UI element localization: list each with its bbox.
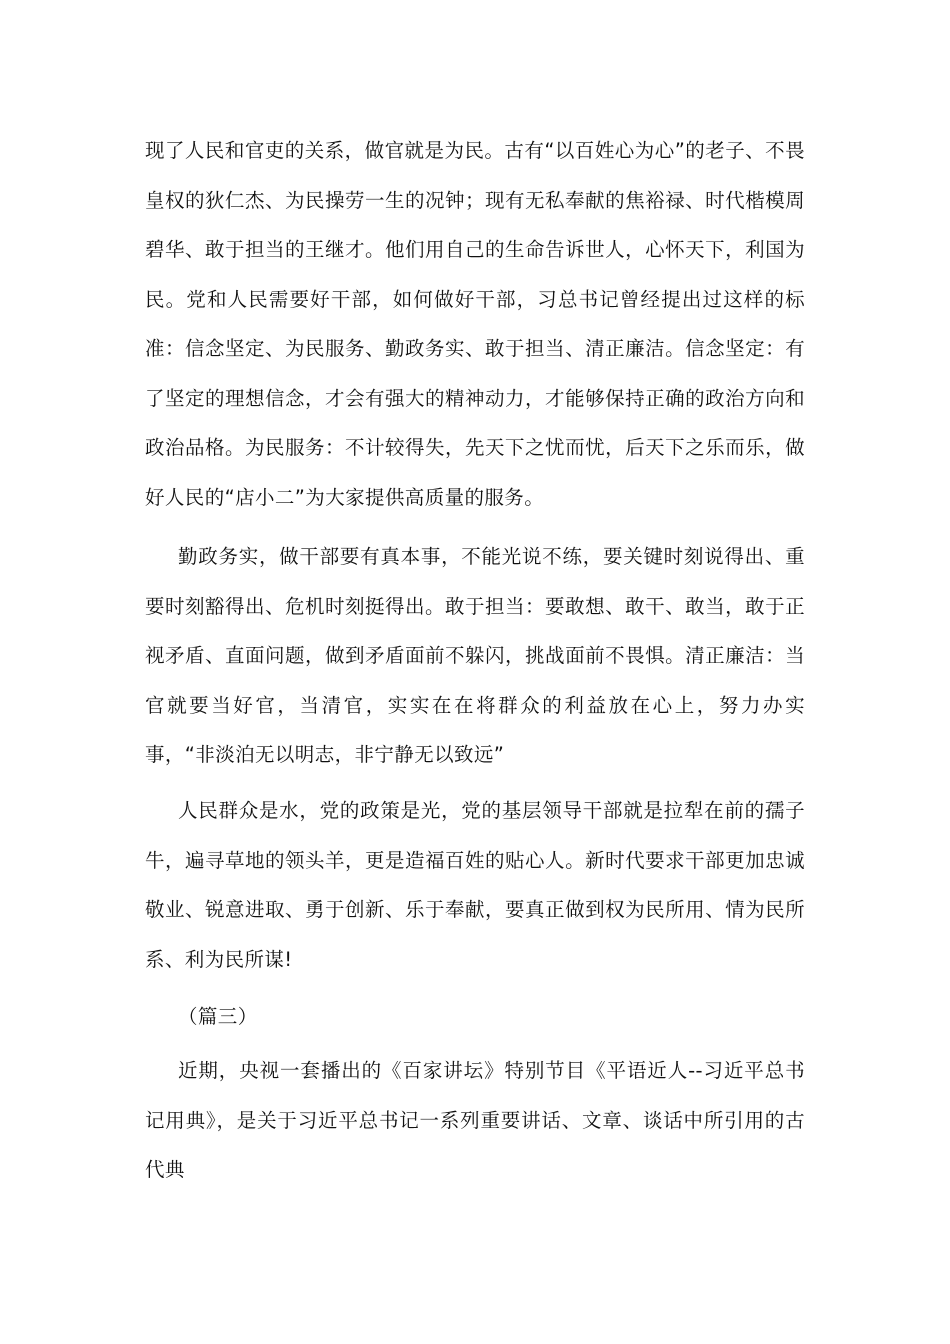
paragraph-continued: 现了人民和官吏的关系，做官就是为民。古有“以百姓心为心”的老子、不畏皇权的狄仁杰、为民操劳一生的况钟；现有无私奉献的焦裕禄、时代楷模周碧华、敢于担当的王继才。他们用自己的生命告诉世人，心怀天下，利国为民。党和人民需要好干部，如何做好干部，习总书记曾经提出过这样的标准：信念坚定、为民服务、勤政务实、敢于担当、清正廉洁。信念坚定：有了坚定的理想信念，才会有强大的精神动力，才能够保持正确的政治方向和政治品格。为民服务：不计较得失，先天下之忧而忧，后天下之乐而乐，做好人民的“店小二”为大家提供高质量的服务。 [145,139,805,509]
paragraph-lecture-room: 近期，央视一套播出的《百家讲坛》特别节目《平语近人--习近平总书记用典》，是关于习近平总书记一系列重要讲话、文章、谈话中所引用的古代典 [145,1059,805,1181]
paragraph-diligence: 勤政务实，做干部要有真本事，不能光说不练，要关键时刻说得出、重要时刻豁得出、危机时刻挺得出。敢于担当：要敢想、敢干、敢当，敢于正视矛盾、直面问题，做到矛盾面前不躲闪，挑战面前不畏惧。清正廉洁：当官就要当好官，当清官，实实在在将群众的利益放在心上，努力办实事，“非淡泊无以明志，非宁静无以致远” [145,545,805,766]
paragraph-masses: 人民群众是水，党的政策是光，党的基层领导干部就是拉犁在前的孺子牛，遍寻草地的领头羊，更是造福百姓的贴心人。新时代要求干部更加忠诚敬业、锐意进取、勇于创新、乐于奉献，要真正做到权为民所用、情为民所系、利为民所谋! [145,799,805,971]
section-heading: （篇三） [178,1005,258,1028]
